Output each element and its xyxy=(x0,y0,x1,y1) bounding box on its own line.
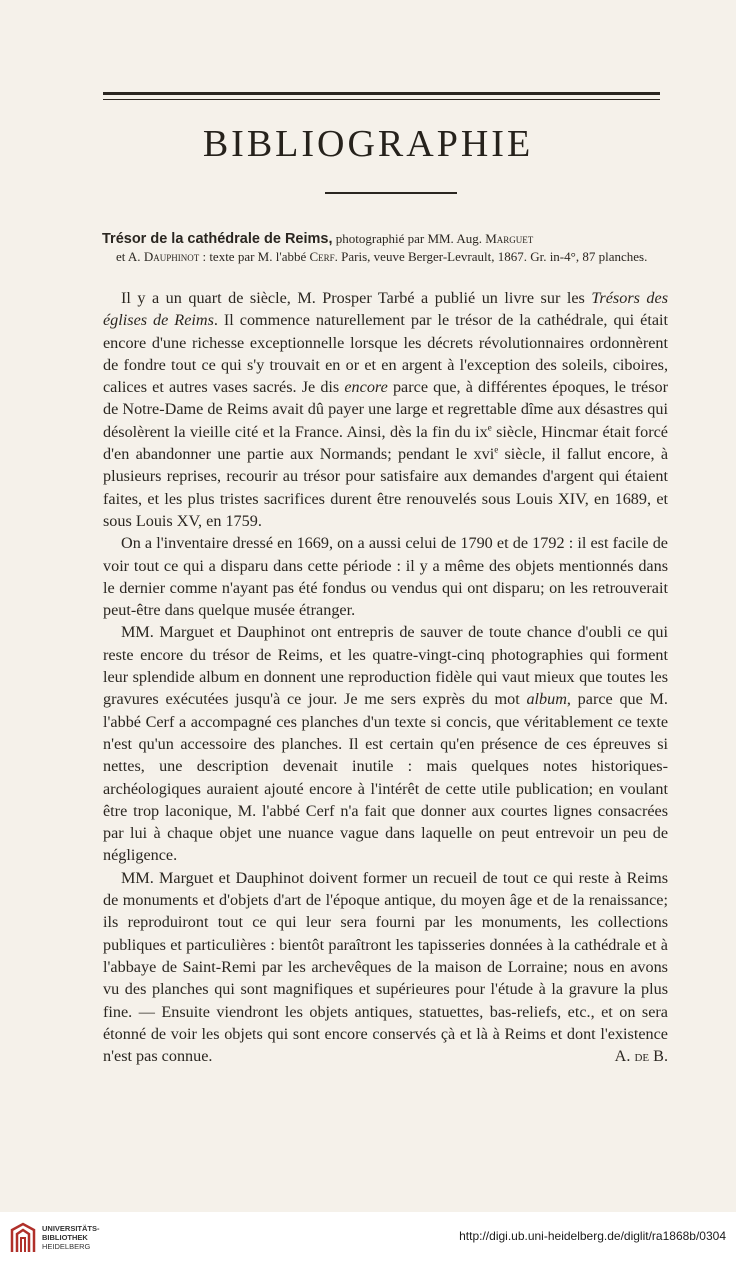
century-xvi-suffix: e xyxy=(494,444,499,455)
century-xvi: xvi xyxy=(473,445,495,464)
source-url-link[interactable]: http://digi.ub.uni-heidelberg.de/diglit/ra1868b/0304 xyxy=(459,1229,726,1243)
title-rule xyxy=(325,192,457,194)
library-name-line-1: UNIVERSITÄTS- xyxy=(42,1224,100,1233)
entry-continuation xyxy=(102,248,668,265)
paragraph-1-text-c: parce que, à différentes époques, le trésor de Notre-Dame de Reims avait dû payer une large et regrettable dîme aux désastres qui désolèrent la vieille cité et la France. Ainsi, dès la fin du xyxy=(103,378,668,441)
library-footer xyxy=(0,1212,736,1264)
paragraph-3-italic-word: album xyxy=(526,690,567,709)
entry-title: Trésor de la cathédrale de Reims, xyxy=(102,231,333,247)
entry-text-4: . Paris, veuve Berger-Levrault, 1867. Gr. in-4°, 87 planches. xyxy=(334,249,648,264)
entry-author-3: Cerf xyxy=(309,249,335,264)
paragraph-1-text-e: siècle, il fallut encore, à plusieurs reprises, recourir au trésor pour satisfaire aux demandes d'argent qui étaient faites, et les plus tristes sacrifices durent être renouvelés sous Louis XIV, en 1689, et sous Louis XV, en 1759. xyxy=(103,445,669,530)
library-name xyxy=(42,1224,100,1251)
library-name-line-2: BIBLIOTHEK xyxy=(42,1233,88,1242)
entry-text-2: et A. xyxy=(116,249,144,264)
paragraph-3-text-a: MM. Marguet et Dauphinot ont entrepris de sauver de toute chance d'oubli ce qui reste encore du trésor de Reims, et les quatre-vingt-cinq photographies qui forment leur splendide album en donnent une reproduction fidèle qui vaut mieux que toutes les gravures exécutées jusqu'à ce jour. Je me sers exprès du mot xyxy=(103,623,668,709)
entry-text-3: : texte par M. l'abbé xyxy=(199,249,310,264)
century-ix-suffix: e xyxy=(487,422,492,433)
paragraph-3 xyxy=(103,621,668,866)
page-title: BIBLIOGRAPHIE xyxy=(202,123,534,165)
entry-author-2: Dauphinot xyxy=(143,249,200,264)
paragraph-1-italic-word: encore xyxy=(344,378,388,397)
bibliographic-entry xyxy=(102,230,668,265)
paragraph-1-text-a: Il y a un quart de siècle, M. Prosper Tarbé a publié un livre sur les xyxy=(121,289,592,307)
paragraph-1-text-b: . Il commence naturellement par le trésor de la cathédrale, qui était encore d'une richesse exceptionnelle lorsque les décrets révolutionnaires ordonnèrent de fondre tout ce qui s'y trouvait en or et en argent à l'exception des soleils, ciboires, calices et autres vases sacrés. Je dis xyxy=(103,311,668,397)
paragraph-1-italic-title: Trésors des églises de Reims xyxy=(103,289,668,330)
paragraph-1-text-d: siècle, Hincmar était forcé d'en abandonner une partie aux Normands; pendant le xyxy=(103,422,668,464)
paragraph-4-text: MM. Marguet et Dauphinot doivent former un recueil de tout ce qui reste à Reims de monuments et d'objets d'art de l'époque antique, du moyen âge et de la renaissance; ils reproduiront tout ce qui leur sera fourni par les monuments, les collections publiques et particulières : bientôt paraîtront les tapisseries données à la cathédrale et à l'abbaye de Saint-Remi par les archevêques de la maison de Lorraine; nous en avons vu des planches qui sont magnifiques et supérieures pour l'étude à la gravure la plus fine. — Ensuite viendront les objets antiques, statuettes, bas-reliefs, etc., et on sera étonné de voir les objets qui sont encore conservés çà et là à Reims et dont l'existence n'est pas connue. xyxy=(103,868,668,1066)
paragraph-1 xyxy=(103,287,668,532)
paragraph-2: On a l'inventaire dressé en 1669, on a aussi celui de 1790 et de 1792 : il est facile de voir tout ce qui a disparu dans cette période : il y a même des objets mentionnés dans le dernier comme n'ayant pas été fondus ou vendus qui ont disparu; on les retrouverait peut-être dans quelque musée étranger. xyxy=(103,534,668,620)
university-library-logo-icon xyxy=(8,1222,38,1254)
review-body xyxy=(103,287,668,1067)
paragraph-3-text-b: , parce que M. l'abbé Cerf a accompagné ces planches d'un texte si concis, que véritablement ce texte n'est qu'un accessoire des planches. Il est certain qu'en présence de ces épreuves si nettes, une description devenait inutile : mais quelques notes historiques-archéologiques auraient ajouté encore à l'intérêt de cette utile publication; en voulant être trop laconique, M. l'abbé Cerf n'a fait que donner aux courtes lignes consacrées par lui à chaque objet une nuance vague dans laquelle on peut entrevoir un peu de négligence. xyxy=(103,690,668,865)
header-rule-thin xyxy=(103,99,660,100)
entry-text-1: photographié par MM. Aug. xyxy=(332,231,486,246)
paragraph-4 xyxy=(103,867,668,1068)
entry-author-1: Marguet xyxy=(485,231,534,246)
header-rule-thick xyxy=(103,92,660,95)
signature: A. de B. xyxy=(614,1047,668,1066)
library-name-line-3: HEIDELBERG xyxy=(42,1242,91,1251)
century-ix: ix xyxy=(475,422,488,441)
